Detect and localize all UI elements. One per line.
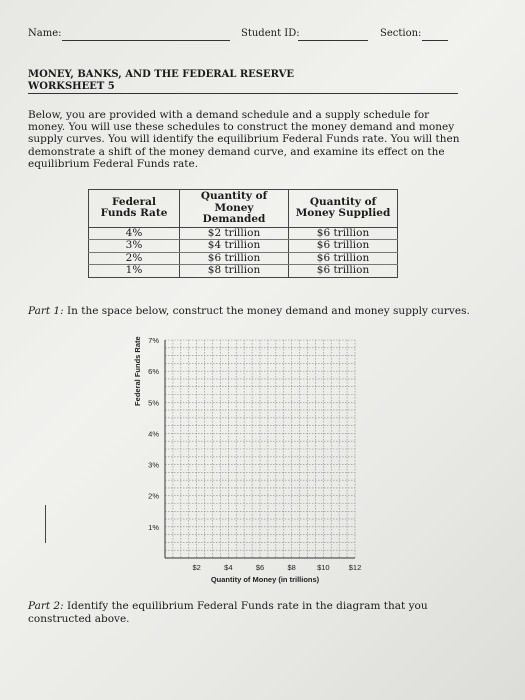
x-tick-label: $2	[192, 563, 201, 572]
table-header: Quantity of Money Demanded	[180, 190, 289, 228]
header-row	[28, 28, 498, 48]
table-cell: $6 trillion	[289, 252, 398, 265]
name-label: Name:	[28, 28, 62, 39]
table-header: Federal Funds Rate	[89, 190, 180, 228]
part1-text: In the space below, construct the money demand and money supply curves.	[63, 305, 470, 317]
x-axis-title: Quantity of Money (in trillions)	[210, 575, 320, 584]
y-tick-label: 7%	[148, 336, 159, 345]
table-header: Quantity of Money Supplied	[289, 190, 398, 228]
part2-prompt	[28, 600, 448, 626]
part2-label: Part 2:	[28, 600, 64, 612]
table-cell: $6 trillion	[289, 240, 398, 253]
name-field[interactable]	[62, 40, 230, 41]
worksheet-title	[28, 69, 458, 93]
y-tick-label: 1%	[148, 522, 159, 532]
table-cell: 3%	[89, 240, 180, 253]
x-tick-label: $4	[224, 563, 233, 572]
table-cell: $8 trillion	[180, 265, 289, 278]
student-id-label: Student ID:	[241, 28, 300, 39]
title-divider	[28, 93, 458, 94]
table-cell: $6 trillion	[289, 265, 398, 278]
margin-pencil-mark	[45, 505, 46, 543]
part1-prompt	[28, 305, 470, 317]
table-cell: $6 trillion	[180, 252, 289, 265]
y-tick-label: 5%	[148, 398, 159, 408]
table-cell: $4 trillion	[180, 240, 289, 253]
table-row	[89, 265, 398, 278]
x-tick-label: $12	[348, 563, 362, 572]
intro-paragraph: Below, you are provided with a demand schedule and a supply schedule for money. You will use these schedules to construct the money demand and money supply curves. You will identify the equilibrium Federal Funds rate. You will then demonstrate a shift of the money demand curve, and examine its effect on the equilibrium Federal Funds rate.	[28, 109, 460, 170]
table-cell: 2%	[89, 252, 180, 265]
schedule-table	[88, 189, 398, 278]
table-row	[89, 252, 398, 265]
title-line-2: WORKSHEET 5	[28, 81, 115, 92]
section-label: Section:	[380, 28, 422, 39]
y-tick-label: 2%	[148, 491, 159, 501]
part1-label: Part 1:	[28, 305, 64, 317]
x-tick-label: $10	[317, 563, 330, 572]
y-axis-title: Federal Funds Rate	[133, 336, 142, 406]
title-line-1: MONEY, BANKS, AND THE FEDERAL RESERVE	[28, 69, 294, 80]
table-cell: $2 trillion	[180, 227, 289, 240]
graph-grid[interactable]	[130, 330, 390, 590]
table-cell: 4%	[89, 227, 180, 240]
y-tick-label: 3%	[148, 460, 159, 470]
y-tick-label: 4%	[148, 429, 159, 439]
table-row	[89, 227, 398, 240]
table-cell: 1%	[89, 265, 180, 278]
table-cell: $6 trillion	[289, 227, 398, 240]
x-tick-label: $6	[255, 563, 265, 572]
x-tick-label: $8	[287, 563, 296, 572]
section-field[interactable]	[422, 40, 448, 41]
part2-text: Identify the equilibrium Federal Funds rate in the diagram that you constructed above.	[28, 600, 428, 625]
y-tick-label: 6%	[148, 367, 159, 377]
student-id-field[interactable]	[298, 40, 368, 41]
table-row	[89, 240, 398, 253]
